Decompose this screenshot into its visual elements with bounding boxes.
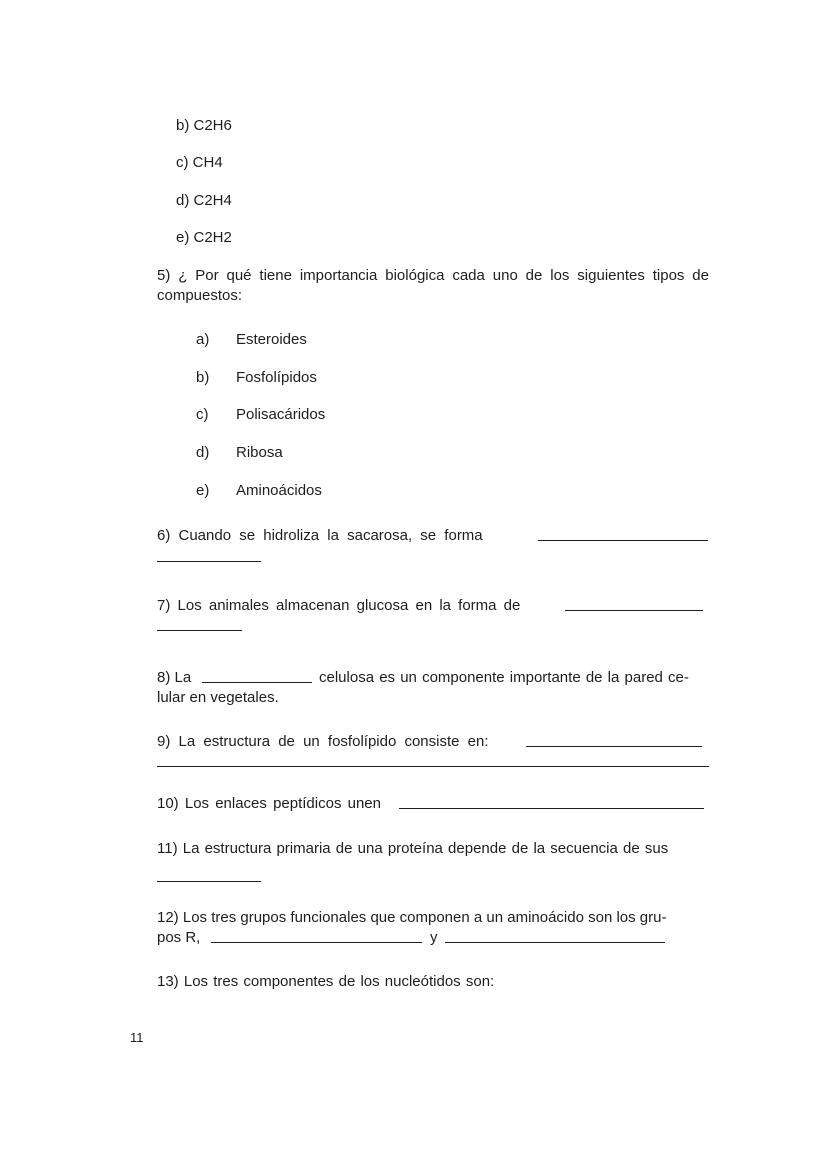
q6-answer-blank-continued[interactable] — [157, 561, 261, 562]
question-8-line2: lular en vegetales. — [157, 689, 279, 706]
question-12-connector: y — [430, 929, 438, 946]
question-8-end: celulosa es un componente importante de la pared ce- — [319, 669, 689, 686]
q5-option-letter: a) — [196, 331, 210, 348]
q7-answer-blank[interactable] — [565, 610, 703, 611]
page-number: 11 — [130, 1030, 144, 1045]
question-11: 11) La estructura primaria de una proteína depende de la secuencia de sus — [157, 840, 669, 857]
option-b: b) C2H6 — [176, 117, 232, 134]
q11-answer-blank[interactable] — [157, 881, 261, 882]
q9-answer-line[interactable] — [157, 766, 709, 767]
q8-answer-blank[interactable] — [202, 682, 312, 683]
q5-option-text: Ribosa — [236, 444, 283, 461]
question-6: 6) Cuando se hidroliza la sacarosa, se forma — [157, 527, 483, 544]
q5-option-letter: e) — [196, 482, 210, 499]
q7-answer-blank-continued[interactable] — [157, 630, 242, 631]
question-13: 13) Los tres componentes de los nucleótidos son: — [157, 973, 495, 990]
q6-answer-blank[interactable] — [538, 540, 708, 541]
q5-option-text: Polisacáridos — [236, 406, 326, 423]
option-c: c) CH4 — [176, 154, 223, 171]
option-d: d) C2H4 — [176, 192, 232, 209]
question-10: 10) Los enlaces peptídicos unen — [157, 795, 381, 812]
q10-answer-blank[interactable] — [399, 808, 704, 809]
q5-option-text: Esteroides — [236, 331, 307, 348]
question-9: 9) La estructura de un fosfolípido consiste en: — [157, 733, 489, 750]
q5-option-text: Aminoácidos — [236, 482, 322, 499]
question-5: 5) ¿ Por qué tiene importancia biológica cada uno de los siguientes tipos de compuestos: — [157, 267, 709, 304]
q5-option-letter: c) — [196, 406, 209, 423]
question-7: 7) Los animales almacenan glucosa en la forma de — [157, 597, 521, 614]
q5-option-letter: d) — [196, 444, 210, 461]
question-12-line1: 12) Los tres grupos funcionales que componen a un aminoácido son los gru- — [157, 909, 667, 926]
q12-answer-blank-2[interactable] — [445, 942, 665, 943]
q9-answer-blank[interactable] — [526, 746, 702, 747]
question-12-line2-start: pos R, — [157, 929, 201, 946]
q12-answer-blank-1[interactable] — [211, 942, 422, 943]
q5-option-text: Fosfolípidos — [236, 369, 317, 386]
question-8-start: 8) La — [157, 669, 192, 686]
option-e: e) C2H2 — [176, 229, 232, 246]
q5-option-letter: b) — [196, 369, 210, 386]
